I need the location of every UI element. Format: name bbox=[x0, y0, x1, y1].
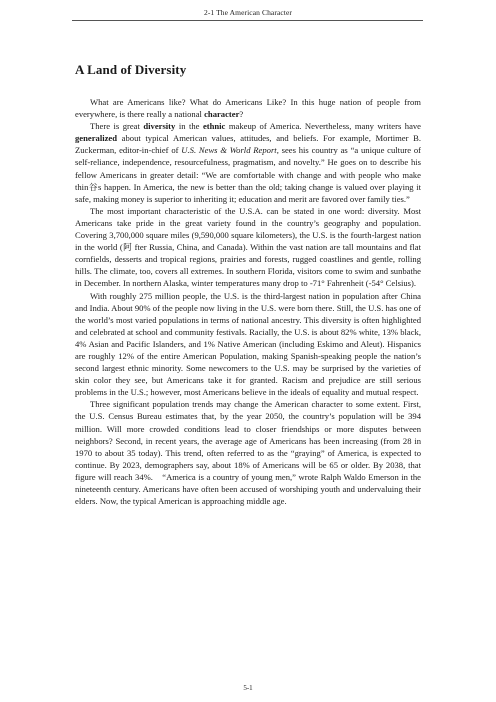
page-number: 5-1 bbox=[243, 684, 253, 692]
paragraph bbox=[75, 290, 421, 399]
text-run: makeup of America. Nevertheless, many writers have bbox=[225, 121, 421, 132]
keyword: generalized bbox=[75, 133, 117, 144]
text-run: about typical American values, attitudes, and beliefs. For example, Mortimer B. Zuckerman, editor-in-chief of bbox=[75, 133, 421, 156]
text-run: With roughly 275 million people, the U.S. is the third-largest nation in population after China and India. About 90% of the people now living in the U.S. were born there. Still, the U.S. has one of the world’s most varied populations in terms of national ancestry. This diversity is often highlighted and celebrated at school and community festivals. Racially, the U.S. is about 82% white, 13% black, 4% Asian and Pacific Islanders, and 1% Native American (including Eskimo and Aleut). Hispanics are roughly 12% of the entire American Population, making Spanish-speaking people the nation’s second largest ethnic minority. Some newcomers to the U.S. may be surprised by the varieties of skin color they see, but Americans take it for granted. Racism and prejudice are still serious problems in the U.S.; however, most Americans believe in the ideals of equality and mutual respect. bbox=[75, 290, 421, 398]
running-header: 2-1 The American Character bbox=[203, 8, 293, 17]
header-rule bbox=[72, 20, 423, 21]
text-run: , sees his country as “a unique culture of self-reliance, independence, resourcefulness, pragmatism, and novelty.” He goes on to describe his fellow Americans in greater detail: “We are comfortable with change and with people who make thin谷s happen. In America, the new is better than the old; taking change is valued over playing it safe, making money is superior to inheriting it; education and merit are favored over family ties.” bbox=[75, 145, 421, 204]
text-run: There is great bbox=[90, 121, 144, 132]
text-run: The most important characteristic of the U.S.A. can be stated in one word: diversity. Most Americans take pride in the great variety found in the country’s geography and population. Covering 3,700,000 square miles (9,590,000 square kilometers), the U.S. is the fourth-largest nation in the world (阿 fter Russia, China, and Canada). Within the vast nation are tall mountains and flat cornfields, desserts and tropical regions, prairies and forests, rugged coastlines and gentle, rolling hills. The climate, too, covers all extremes. In southern Florida, visitors come to swim and sunbathe in December. In northern Alaska, winter temperatures many drop to -71° Fahrenheit (-54° Celsius). bbox=[75, 205, 421, 289]
publication-name: U.S. News & World Report bbox=[181, 145, 277, 156]
article-title: A Land of Diversity bbox=[75, 62, 187, 77]
keyword: ethnic bbox=[202, 121, 226, 132]
text-run: ? bbox=[239, 109, 244, 120]
article-body bbox=[75, 96, 421, 507]
keyword: character bbox=[204, 109, 240, 120]
paragraph bbox=[75, 96, 421, 120]
paragraph bbox=[75, 398, 421, 507]
paragraph bbox=[75, 205, 421, 290]
paragraph bbox=[75, 120, 421, 205]
text-run: Three significant population trends may change the American character to some extent. First, the U.S. Census Bureau estimates that, by the year 2050, the country’s population will be 394 million. Will more crowded conditions lead to closer friendships or more disputes between neighbors? Second, in recent years, the average age of Americans has been increasing (from 28 in 1970 to about 35 today). This trend, often referred to as the “graying” of America, is expected to continue. By 2023, demographers say, about 18% of Americans will be 65 or older. By 2038, that figure will reach 34%. “America is a country of young men,” wrote Ralph Waldo Emerson in the nineteenth century. Americans have often been accused of worshiping youth and undervaluing their elders. Now, the typical American is approaching middle age. bbox=[75, 399, 421, 507]
keyword: diversity bbox=[143, 121, 176, 132]
text-run: in the bbox=[175, 121, 203, 132]
text-run: What are Americans like? What do Americans Like? In this huge nation of people from everywhere, is there really a national bbox=[75, 97, 421, 120]
